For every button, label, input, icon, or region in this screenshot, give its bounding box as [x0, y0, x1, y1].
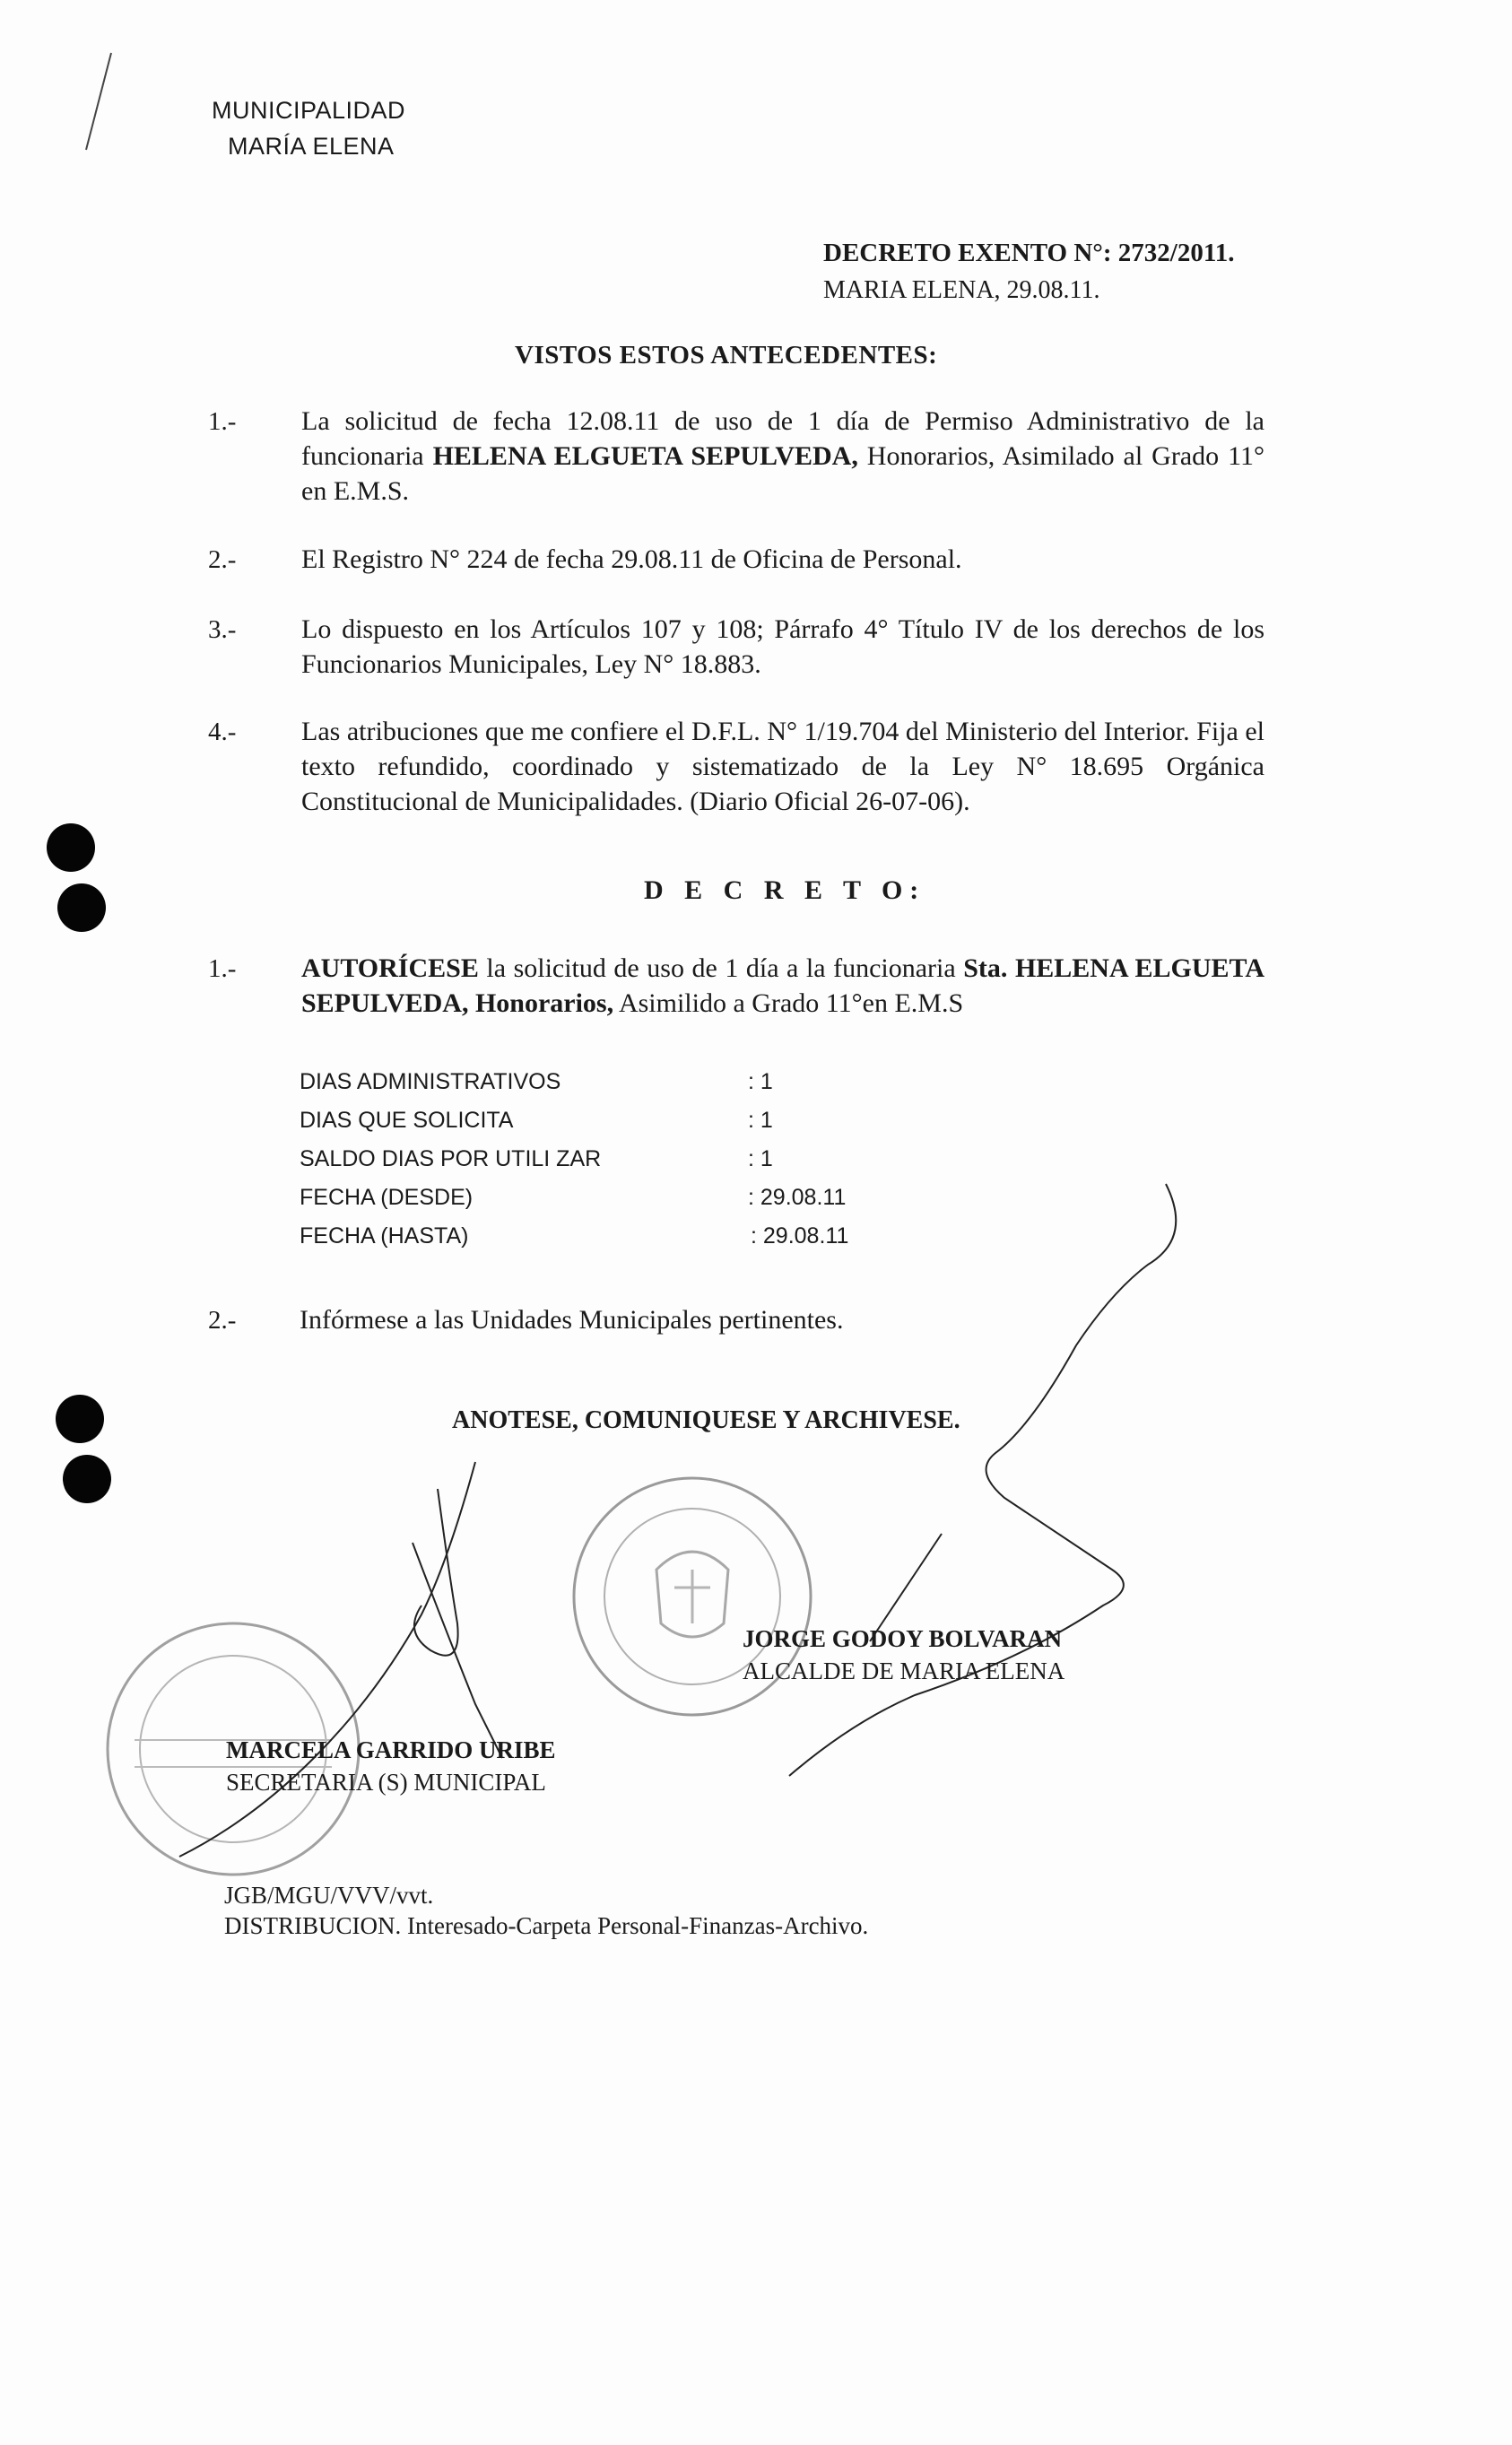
days-label: DIAS QUE SOLICITA — [300, 1108, 514, 1133]
secretary-name: MARCELA GARRIDO URIBE — [226, 1736, 556, 1763]
employee-name: HELENA ELGUETA SEPULVEDA, — [432, 441, 858, 471]
mayor-role: ALCALDE DE MARIA ELENA — [743, 1658, 1065, 1684]
days-value: : 1 — [748, 1069, 773, 1094]
vistos-item-number: 3.- — [208, 615, 237, 644]
municipality-header: MUNICIPALIDAD — [212, 97, 406, 124]
closing-statement: ANOTESE, COMUNIQUESE Y ARCHIVESE. — [452, 1406, 960, 1434]
town-header: MARÍA ELENA — [228, 133, 395, 160]
vistos-item-number: 2.- — [208, 545, 237, 574]
days-value: : 1 — [748, 1146, 773, 1171]
punch-hole-4 — [63, 1455, 111, 1503]
secretary-role: SECRETARIA (S) MUNICIPAL — [226, 1769, 546, 1796]
distribution-line: DISTRIBUCION. Interesado-Carpeta Personal-Finanzas-Archivo. — [224, 1912, 869, 1939]
days-value: : 29.08.11 — [751, 1223, 849, 1249]
vistos-item-text: La solicitud de fecha 12.08.11 de uso de 1 día de Permiso Administrativo de la funcionaria HELENA ELGUETA SEPULVEDA, Honorarios, Asimilado al Grado 11° en E.M.S. — [301, 406, 1264, 506]
vistos-item-number: 1.- — [208, 407, 237, 436]
initials-line: JGB/MGU/VVV/vvt. — [224, 1882, 434, 1909]
decree-number: DECRETO EXENTO N°: 2732/2011. — [823, 239, 1235, 267]
decreto-item-number: 2.- — [208, 1306, 237, 1335]
days-label: FECHA (DESDE) — [300, 1185, 474, 1210]
decreto-item-number: 1.- — [208, 954, 237, 983]
days-label: SALDO DIAS POR UTILI ZAR — [300, 1146, 602, 1171]
vistos-item-text: El Registro N° 224 de fecha 29.08.11 de Oficina de Personal. — [301, 544, 962, 574]
decree-place-date: MARIA ELENA, 29.08.11. — [823, 276, 1100, 304]
pencil-mark — [81, 49, 117, 157]
punch-hole-3 — [56, 1395, 104, 1443]
vistos-item-text: Las atribuciones que me confiere el D.F.L. N° 1/19.704 del Ministerio del Interior. Fija el texto refundido, coordinado y sistematizado de la Ley N° 18.695 Orgánica Constitucional de Municipalidades. (Diario Oficial 26-07-06). — [301, 717, 1264, 816]
decreto-heading: D E C R E T O: — [644, 875, 926, 905]
days-row — [300, 1069, 927, 1108]
mayor-signature — [771, 1157, 1184, 1785]
mayor-name: JORGE GODOY BOLVARAN — [743, 1625, 1063, 1652]
vistos-item-number: 4.- — [208, 718, 237, 746]
days-row — [300, 1108, 927, 1146]
secretary-signature — [152, 1435, 529, 1866]
vistos-heading: VISTOS ESTOS ANTECEDENTES: — [515, 341, 938, 370]
decreto-item-text: AUTORÍCESE la solicitud de uso de 1 día a la funcionaria Sta. HELENA ELGUETA SEPULVEDA, Honorarios, Asimilido a Grado 11°en E.M.S — [301, 953, 1264, 1018]
vistos-item-text: Lo dispuesto en los Artículos 107 y 108; Párrafo 4° Título IV de los derechos de los Funcionarios Municipales, Ley N° 18.883. — [301, 614, 1264, 679]
days-value: : 29.08.11 — [748, 1185, 847, 1210]
punch-hole-1 — [47, 823, 95, 872]
punch-hole-2 — [57, 883, 106, 932]
days-value: : 1 — [748, 1108, 773, 1133]
days-label: DIAS ADMINISTRATIVOS — [300, 1069, 561, 1094]
days-label: FECHA (HASTA) — [300, 1223, 469, 1249]
decreto-item-text: Infórmese a las Unidades Municipales pertinentes. — [300, 1305, 844, 1335]
